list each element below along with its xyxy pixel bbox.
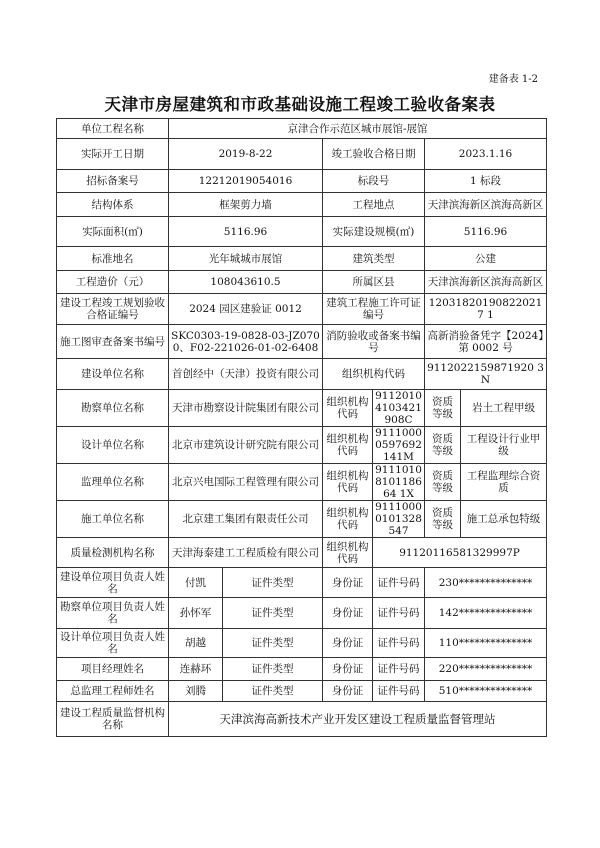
value-project-name: 京津合作示范区城市展馆-展馆 (169, 119, 547, 139)
value-construction-code: 91110000101328547 (373, 501, 425, 538)
value-building-type: 公建 (425, 247, 547, 271)
label-testing-code: 组织机构代码 (323, 538, 373, 568)
value-cert-type: 身份证 (323, 658, 373, 681)
value-cert-no: 220************** (425, 658, 547, 681)
label-construction: 施工单位名称 (57, 501, 169, 538)
value-survey-code: 91120104103421908C (373, 390, 425, 427)
value-builder-code: 9112022159871920 3N (425, 359, 547, 390)
value-survey: 天津市勘察设计院集团有限公司 (169, 390, 323, 427)
label-cert-no: 证件号码 (373, 598, 425, 629)
value-cert-type: 身份证 (323, 681, 373, 702)
row-area (57, 217, 547, 247)
value-supervisor: 天津滨海高新技术产业开发区建设工程质量监督管理站 (169, 702, 547, 737)
value-survey-qual: 岩土工程甲级 (461, 390, 547, 427)
label-supervision: 监理单位名称 (57, 464, 169, 501)
label-construction-code: 组织机构代码 (323, 501, 373, 538)
value-acceptance-date: 2023.1.16 (425, 139, 547, 170)
label-survey-qual: 资质等级 (425, 390, 461, 427)
row-project-name (57, 119, 547, 139)
value-bid-no: 12212019054016 (169, 170, 323, 193)
row-construction (57, 501, 547, 538)
label-cost: 工程造价（元） (57, 271, 169, 294)
row-structure (57, 193, 547, 217)
value-design-code: 91110000597692141M (373, 427, 425, 464)
label-builder: 建设单位名称 (57, 359, 169, 390)
label-project-name: 单位工程名称 (57, 119, 169, 139)
value-drawing: SKC0303-19-0828-03-JZ0700、F02-221026-01-02-6408 (169, 325, 323, 359)
value-scale: 5116.96 (425, 217, 547, 247)
label-cert-type: 证件类型 (223, 629, 323, 658)
row-supervision (57, 464, 547, 501)
label-cert-no: 证件号码 (373, 681, 425, 702)
label-cert-type: 证件类型 (223, 598, 323, 629)
value-builder: 首创经中（天津）投资有限公司 (169, 359, 323, 390)
value-construction-qual: 施工总承包特级 (461, 501, 547, 538)
value-cert-type: 身份证 (323, 598, 373, 629)
value-construction: 北京建工集团有限责任公司 (169, 501, 323, 538)
row-bid (57, 170, 547, 193)
label-design: 设计单位名称 (57, 427, 169, 464)
label-district: 所属区县 (323, 271, 425, 294)
value-supervision-code: 9111010810118664 1X (373, 464, 425, 501)
row-cost (57, 271, 547, 294)
value-cert-no: 110************** (425, 629, 547, 658)
value-person-name: 连赫环 (169, 658, 223, 681)
value-cert-type: 身份证 (323, 629, 373, 658)
value-structure: 框架剪力墙 (169, 193, 323, 217)
label-scale: 实际建设规模(㎡) (323, 217, 425, 247)
person-row (57, 658, 547, 681)
label-std-name: 标准地名 (57, 247, 169, 271)
row-testing (57, 538, 547, 568)
row-drawing (57, 325, 547, 359)
value-cert-no: 230************** (425, 568, 547, 598)
label-start-date: 实际开工日期 (57, 139, 169, 170)
label-builder-code: 组织机构代码 (323, 359, 425, 390)
label-bid-no: 招标备案号 (57, 170, 169, 193)
value-cert-type: 身份证 (323, 568, 373, 598)
label-survey-code: 组织机构代码 (323, 390, 373, 427)
value-design-qual: 工程设计行业甲级 (461, 427, 547, 464)
label-survey: 勘察单位名称 (57, 390, 169, 427)
row-design (57, 427, 547, 464)
label-supervision-code: 组织机构代码 (323, 464, 373, 501)
label-cert-type: 证件类型 (223, 658, 323, 681)
value-cost: 108043610.5 (169, 271, 323, 294)
label-person: 设计单位项目负责人姓名 (57, 629, 169, 658)
label-cert-type: 证件类型 (223, 568, 323, 598)
value-supervision: 北京兴电国际工程管理有限公司 (169, 464, 323, 501)
value-cert-no: 510************** (425, 681, 547, 702)
label-fire: 消防验收或备案书编号 (323, 325, 425, 359)
label-cert-no: 证件号码 (373, 568, 425, 598)
form-number: 建备表 1-2 (488, 74, 538, 85)
value-cert-no: 142************** (425, 598, 547, 629)
label-building-type: 建筑类型 (323, 247, 425, 271)
value-person-name: 孙怀军 (169, 598, 223, 629)
label-cert-no: 证件号码 (373, 629, 425, 658)
record-table (56, 118, 547, 737)
label-drawing: 施工图审查备案书编号 (57, 325, 169, 359)
row-std-name (57, 247, 547, 271)
value-permit: 120318201908220217 1 (425, 294, 547, 325)
label-cert-no: 证件号码 (373, 658, 425, 681)
label-supervision-qual: 资质等级 (425, 464, 461, 501)
value-location: 天津滨海新区滨海高新区 (425, 193, 547, 217)
label-area: 实际面积(㎡) (57, 217, 169, 247)
value-district: 天津滨海新区滨海高新区 (425, 271, 547, 294)
value-area: 5116.96 (169, 217, 323, 247)
value-design: 北京市建筑设计研究院有限公司 (169, 427, 323, 464)
label-acceptance-date: 竣工验收合格日期 (323, 139, 425, 170)
value-person-name: 付凯 (169, 568, 223, 598)
label-cert-type: 证件类型 (223, 681, 323, 702)
value-person-name: 胡越 (169, 629, 223, 658)
label-person: 建设单位项目负责人姓名 (57, 568, 169, 598)
label-plan-cert: 建设工程竣工规划验收合格证编号 (57, 294, 169, 325)
document-title: 天津市房屋建筑和市政基础设施工程竣工验收备案表 (104, 95, 496, 114)
label-permit: 建筑工程施工许可证编号 (323, 294, 425, 325)
value-testing: 天津海泰建工工程质检有限公司 (169, 538, 323, 568)
label-structure: 结构体系 (57, 193, 169, 217)
person-row (57, 629, 547, 658)
value-supervision-qual: 工程监理综合资质 (461, 464, 547, 501)
label-person: 项目经理姓名 (57, 658, 169, 681)
label-location: 工程地点 (323, 193, 425, 217)
value-fire: 高新消验备凭字【2024】第 0002 号 (425, 325, 547, 359)
row-builder (57, 359, 547, 390)
label-design-code: 组织机构代码 (323, 427, 373, 464)
label-person: 勘察单位项目负责人姓名 (57, 598, 169, 629)
person-row (57, 598, 547, 629)
label-supervisor: 建设工程质量监督机构名称 (57, 702, 169, 737)
row-supervisor (57, 702, 547, 737)
label-person: 总监理工程师姓名 (57, 681, 169, 702)
person-row (57, 681, 547, 702)
label-construction-qual: 资质等级 (425, 501, 461, 538)
value-section: 1 标段 (425, 170, 547, 193)
value-person-name: 刘腾 (169, 681, 223, 702)
label-testing: 质量检测机构名称 (57, 538, 169, 568)
value-plan-cert: 2024 园区建验证 0012 (169, 294, 323, 325)
value-testing-code: 91120116581329997P (373, 538, 547, 568)
row-plan-cert (57, 294, 547, 325)
label-section: 标段号 (323, 170, 425, 193)
label-design-qual: 资质等级 (425, 427, 461, 464)
row-survey (57, 390, 547, 427)
value-std-name: 光年城城市展馆 (169, 247, 323, 271)
value-start-date: 2019-8-22 (169, 139, 323, 170)
row-dates (57, 139, 547, 170)
person-row (57, 568, 547, 598)
